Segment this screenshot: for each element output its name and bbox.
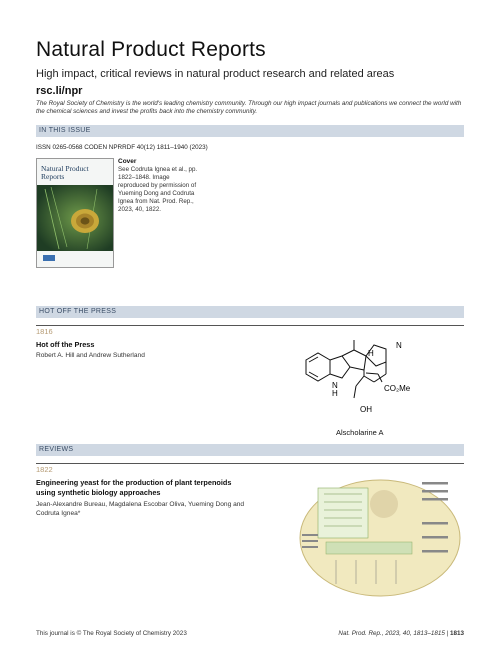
- cover-journal-name: Natural Product Reports: [41, 164, 89, 181]
- article-title[interactable]: Hot off the Press: [36, 340, 95, 349]
- article-authors: Jean-Alexandre Bureau, Magdalena Escobar Oliva, Yueming Dong and Codruta Ignea*: [36, 501, 245, 517]
- nh-label: N: [332, 381, 338, 390]
- footer-copyright: This journal is © The Royal Society of Chemistry 2023: [36, 630, 187, 637]
- rsc-blurb: The Royal Society of Chemistry is the world's leading chemistry community. Through our high impact journals and publications we connect the world with the chemical sciences and invest the profits back into the chemistry community.: [36, 100, 462, 116]
- h-label: H: [368, 349, 374, 358]
- journal-subtitle: High impact, critical reviews in natural product research and related areas: [36, 68, 395, 80]
- cover-credit-text: See Codruta Ignea et al., pp. 1822–1848. Image reproduced by permission of Yueming Dong and Codruta Ignea from Nat. Prod. Rep., 2023, 40, 1822.: [118, 166, 198, 213]
- journal-title: Natural Product Reports: [36, 38, 266, 61]
- section-bar-reviews: REVIEWS: [36, 444, 464, 456]
- cover-heading: Cover: [118, 158, 137, 165]
- divider: [36, 325, 464, 326]
- divider: [36, 463, 464, 464]
- figure-caption: Alscholarine A: [336, 428, 384, 437]
- alscholarine-structure: [298, 330, 438, 430]
- footer-citation: Nat. Prod. Rep., 2023, 40, 1813–1815 | 1813: [338, 630, 464, 637]
- article-page-number: 1822: [36, 465, 53, 474]
- hydroxyl-label: OH: [360, 405, 372, 414]
- article-title[interactable]: Engineering yeast for the production of plant terpenoids using synthetic biology approaches: [36, 478, 232, 497]
- footer-page-number: 1813: [449, 630, 464, 637]
- journal-url[interactable]: rsc.li/npr: [36, 85, 83, 97]
- n-label: N: [396, 341, 402, 350]
- cover-image[interactable]: [36, 158, 114, 268]
- article-authors: Robert A. Hill and Andrew Sutherland: [36, 352, 145, 359]
- yeast-pathway-figure: [296, 474, 466, 598]
- ester-label: CO₂Me: [384, 384, 411, 393]
- issn-line: ISSN 0265-0568 CODEN NPRRDF 40(12) 1811–1940 (2023): [36, 144, 208, 151]
- section-bar-hot-off-the-press: HOT OFF THE PRESS: [36, 306, 464, 318]
- footer-citation-text: Nat. Prod. Rep., 2023, 40, 1813–1815: [338, 630, 445, 637]
- article-page-number: 1816: [36, 327, 53, 336]
- h-label-indole: H: [332, 389, 338, 398]
- section-bar-in-this-issue: IN THIS ISSUE: [36, 125, 464, 137]
